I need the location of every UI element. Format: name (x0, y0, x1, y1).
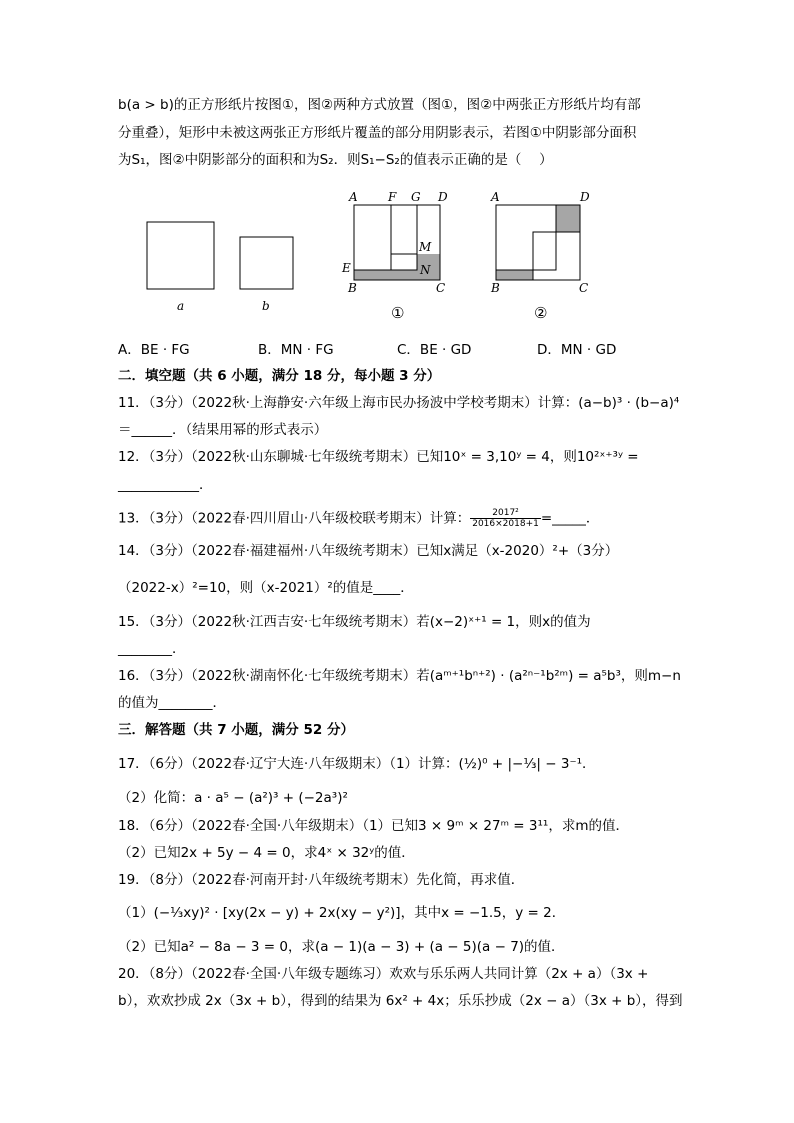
point-e: E (342, 261, 351, 275)
q19-line-1: 19．（8分）（2022春·河南开封·八年级统考期末）先化简，再求值． (118, 872, 525, 888)
figure-2-shade-bottom (496, 270, 533, 280)
q15-line-1: 15．（3分）（2022秋·江西吉安·七年级统考期末）若(x−2)ˣ⁺¹ = 1，则x的值为 (118, 614, 591, 630)
q20-line-1: 20．（8分）（2022春·全国·八年级专题练习）欢欢与乐乐两人共同计算（2x + a）（3x + (118, 966, 649, 982)
q13-fraction (470, 508, 541, 529)
q18-line-2: （2）已知2x + 5y − 4 = 0，求4ˣ × 32ʸ的值． (118, 845, 415, 861)
point-n: N (420, 263, 431, 277)
q11-line-2: ＝______．（结果用幂的形式表示） (118, 422, 328, 438)
square-a (147, 222, 214, 289)
q12-line-2: ____________． (118, 477, 213, 493)
figure-2-shade-top (556, 205, 580, 232)
problem-10-line-3: 为S₁，图②中阴影部分的面积和为S₂．则S₁−S₂的值表示正确的是（ ） (118, 152, 553, 168)
point-f: F (388, 190, 397, 204)
option-d: D．MN · GD (537, 342, 617, 358)
q15-line-2: ________． (118, 641, 186, 657)
q13-prefix: 13．（3分）（2022春·四川眉山·八年级校联考期末）计算： (118, 510, 471, 527)
point-m: M (419, 240, 432, 254)
problem-10-line-1: b(a > b)的正方形纸片按图①，图②两种方式放置（图①，图②中两张正方形纸片均有部 (118, 97, 641, 113)
q11-line-1: 11．（3分）（2022秋·上海静安·六年级上海市民办扬波中学校考期末）计算：(a−b)³ · (b−a)⁴ (118, 395, 680, 411)
q13-numerator: 2017² (492, 508, 519, 518)
q14-line-2: （2022-x）²=10，则（x-2021）²的值是____． (118, 580, 414, 596)
point-c-2: C (579, 281, 589, 295)
option-a: A．BE · FG (118, 342, 190, 358)
section-3-heading: 三．解答题（共 7 小题，满分 52 分） (118, 722, 354, 738)
q13-suffix: =_____． (540, 510, 600, 527)
figure-1 (341, 190, 448, 322)
figure-2 (490, 190, 590, 322)
problem-10-figures (130, 186, 610, 326)
q16-line-2: 的值为________． (118, 695, 226, 711)
q19-line-3: （2）已知a² − 8a − 3 = 0，求(a − 1)(a − 3) + (a − 5)(a − 7)的值． (118, 939, 565, 955)
figure-1-square-a (354, 205, 417, 270)
option-c: C．BE · GD (397, 342, 472, 358)
point-d-2: D (580, 190, 590, 204)
q13-denominator: 2016×2018+1 (472, 519, 539, 529)
point-b-2: B (491, 281, 500, 295)
q16-line-1: 16．（3分）（2022秋·湖南怀化·七年级统考期末）若(aᵐ⁺¹bⁿ⁺²) · (a²ⁿ⁻¹b²ᵐ) = a⁵b³，则m−n (118, 668, 681, 684)
option-b: B．MN · FG (258, 342, 334, 358)
q17-line-1: 17．（6分）（2022春·辽宁大连·八年级期末）（1）计算：(½)⁰ + |−⅓| − 3⁻¹． (118, 756, 596, 772)
q17-line-2: （2）化简：a · a⁵ − (a²)³ + (−2a³)² (118, 790, 348, 806)
figure-2-caption: ② (534, 304, 548, 322)
square-b-label: b (262, 299, 270, 313)
point-g: G (411, 190, 421, 204)
point-a-1: A (349, 190, 358, 204)
figure-2-square-a (496, 205, 556, 270)
problem-10-line-2: 分重叠），矩形中未被这两张正方形纸片覆盖的部分用阴影表示，若图①中阴影部分面积 (118, 125, 637, 141)
q13-line (118, 508, 599, 529)
point-b-1: B (348, 281, 357, 295)
q20-line-2: b），欢欢抄成 2x（3x + b），得到的结果为 6x² + 4x；乐乐抄成（2x − a）（3x + b），得到 (118, 993, 683, 1009)
square-b (240, 237, 293, 289)
q19-line-2: （1）(−⅓xy)² · [xy(2x − y) + 2x(xy − y²)]，其中x = −1.5，y = 2． (118, 905, 566, 921)
square-a-label: a (177, 299, 185, 313)
q12-line-1: 12．（3分）（2022秋·山东聊城·七年级统考期末）已知10ˣ = 3,10ʸ = 4，则10²ˣ⁺³ʸ = (118, 449, 639, 465)
point-d-1: D (438, 190, 448, 204)
q18-line-1: 18．（6分）（2022春·全国·八年级期末）（1）已知3 × 9ᵐ × 27ᵐ = 3¹¹，求m的值． (118, 818, 629, 834)
q14-line-1: 14．（3分）（2022春·福建福州·八年级统考期末）已知x满足（x-2020）²+（3分） (118, 543, 619, 559)
point-c-1: C (436, 281, 446, 295)
point-a-2: A (491, 190, 500, 204)
figure-1-caption: ① (391, 304, 405, 322)
section-2-heading: 二．填空题（共 6 小题，满分 18 分，每小题 3 分） (118, 368, 441, 384)
